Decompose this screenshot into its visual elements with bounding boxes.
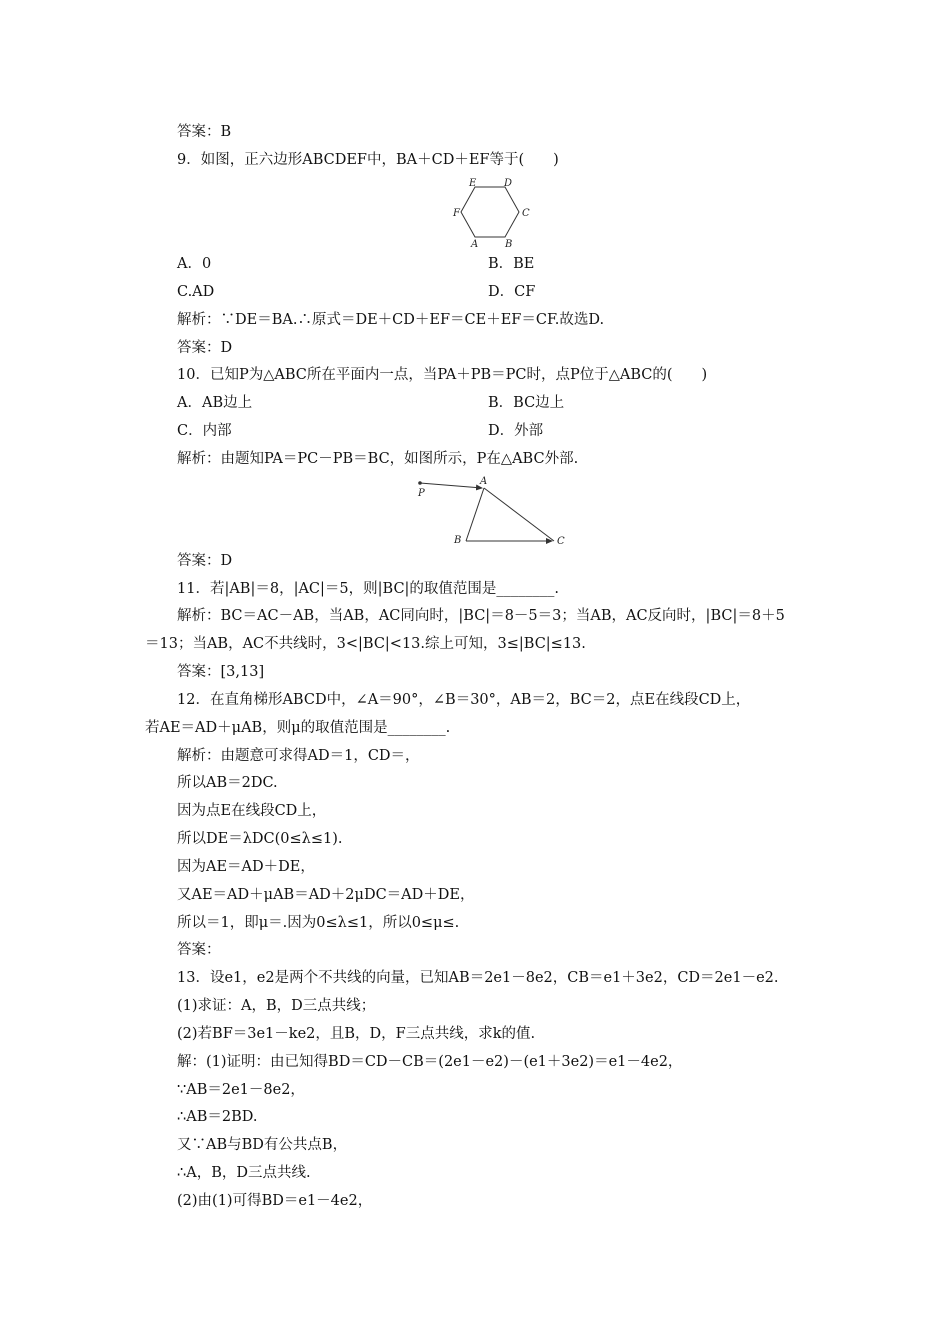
answer-9: 答案：D <box>177 340 233 356</box>
solution-12-line2: 所以AB＝2DC. <box>177 775 278 791</box>
hex-label-d: D <box>504 178 513 189</box>
solution-11-line1: 解析：BC＝AC－AB，当AB，AC同向时，|BC|＝8－5＝3；当AB，AC反向时，|BC|＝8＋5 <box>177 608 785 624</box>
solution-12-line4: 所以DE＝λDC(0≤λ≤1). <box>177 831 343 847</box>
answer-12: 答案： <box>177 942 221 958</box>
triangle-figure <box>410 474 580 550</box>
question-13: 13．设e1，e2是两个不共线的向量，已知AB＝2e1－8e2，CB＝e1＋3e2，CD＝2e1－e2. <box>177 970 779 986</box>
answer-8: 答案：B <box>177 124 232 140</box>
solution-11-line2: ＝13；当AB，AC不共线时，3<|BC|<13.综上可知，3≤|BC|≤13. <box>145 636 586 652</box>
option-9d: D．CF <box>488 284 536 300</box>
solution-12-line3: 因为点E在线段CD上， <box>177 803 327 819</box>
solution-12-line6: 又AE＝AD＋μAB＝AD＋2μDC＝AD＋DE， <box>177 887 475 903</box>
question-13-part1: (1)求证：A，B，D三点共线； <box>177 998 376 1014</box>
question-9: 9．如图，正六边形ABCDEF中，BA＋CD＋EF等于( ) <box>177 152 559 168</box>
option-9c: C.AD <box>177 284 215 300</box>
hex-label-a: A <box>471 239 479 250</box>
tri-label-c: C <box>557 536 565 547</box>
solution-12-line7: 所以＝1，即μ＝.因为0≤λ≤1，所以0≤μ≤. <box>177 915 460 931</box>
solution-9: 解析：∵DE＝BA.∴原式＝DE＋CD＋EF＝CE＋EF＝CF.故选D. <box>177 312 605 328</box>
option-9a: A．0 <box>177 256 212 272</box>
hexagon-figure <box>448 174 538 252</box>
hex-label-c: C <box>522 208 530 219</box>
option-10d: D．外部 <box>488 423 544 439</box>
tri-label-p: P <box>418 488 425 499</box>
hex-label-f: F <box>453 208 460 219</box>
solution-13-line4: 又∵AB与BD有公共点B， <box>177 1137 348 1153</box>
question-11: 11．若|AB|＝8，|AC|＝5，则|BC|的取值范围是________. <box>177 581 560 597</box>
question-13-part2: (2)若BF＝3e1－ke2，且B，D，F三点共线，求k的值. <box>177 1026 536 1042</box>
solution-13-line6: (2)由(1)可得BD＝e1－4e2， <box>177 1193 373 1209</box>
solution-12-line1: 解析：由题意可求得AD＝1，CD＝， <box>177 748 420 764</box>
solution-13-line5: ∴A，B，D三点共线. <box>177 1165 311 1181</box>
option-10c: C．内部 <box>177 423 232 439</box>
solution-13-line2: ∵AB＝2e1－8e2， <box>177 1082 305 1098</box>
solution-12-line5: 因为AE＝AD＋DE， <box>177 859 315 875</box>
tri-label-a: A <box>480 476 488 487</box>
solution-10: 解析：由题知PA＝PC－PB＝BC，如图所示，P在△ABC外部. <box>177 451 579 467</box>
answer-11: 答案：[3,13] <box>177 664 265 680</box>
question-10: 10．已知P为△ABC所在平面内一点，当PA＋PB＝PC时，点P位于△ABC的( ) <box>177 367 708 383</box>
answer-10: 答案：D <box>177 553 233 569</box>
question-12-line2: 若AE＝AD＋μAB，则μ的取值范围是________. <box>145 720 451 736</box>
option-10b: B．BC边上 <box>488 395 565 411</box>
option-9b: B．BE <box>488 256 535 272</box>
tri-label-b: B <box>454 535 462 546</box>
option-10a: A．AB边上 <box>177 395 253 411</box>
solution-13-line1: 解：(1)证明：由已知得BD＝CD－CB＝(2e1－e2)－(e1＋3e2)＝e1－4e2， <box>177 1054 683 1070</box>
solution-13-line3: ∴AB＝2BD. <box>177 1109 258 1125</box>
hex-label-e: E <box>469 178 477 189</box>
hex-label-b: B <box>505 239 513 250</box>
question-12-line1: 12．在直角梯形ABCD中，∠A＝90°，∠B＝30°，AB＝2，BC＝2，点E在线段CD上， <box>177 692 751 708</box>
